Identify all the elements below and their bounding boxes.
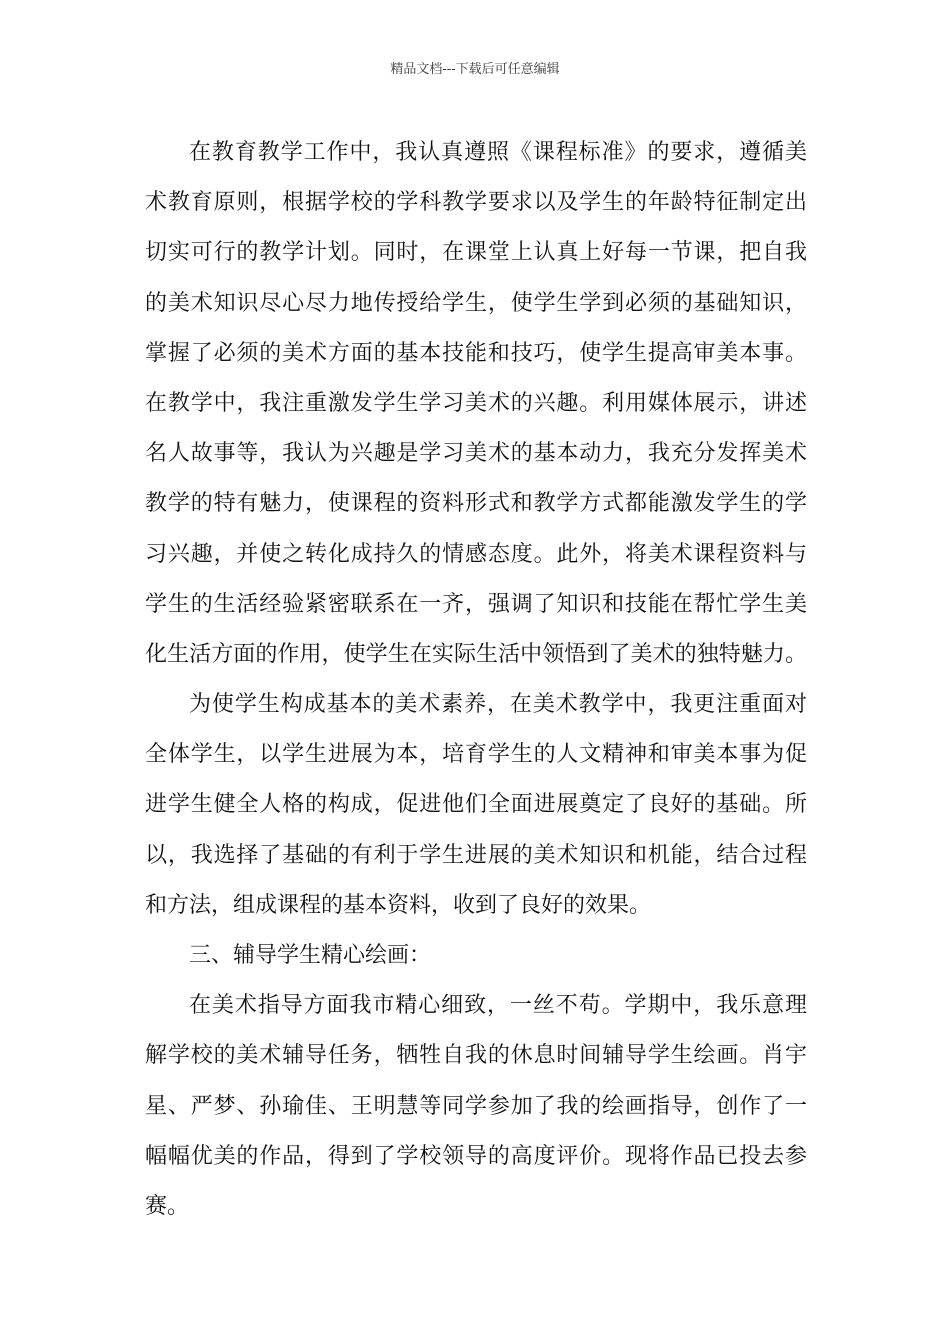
text-line: 幅幅优美的作品，得到了学校领导的高度评价。现将作品已投去参 <box>145 1143 807 1169</box>
text-line: 术教育原则，根据学校的学科教学要求以及学生的年龄特征制定出 <box>145 190 807 216</box>
text-line: 在美术指导方面我市精心细致，一丝不苟。学期中，我乐意理 <box>189 993 807 1019</box>
text-line: 掌握了必须的美术方面的基本技能和技巧，使学生提高审美本事。 <box>145 340 807 366</box>
text-line: 教学的特有魅力，使课程的资料形式和教学方式都能激发学生的学 <box>145 491 807 517</box>
text-line: 赛。 <box>145 1193 190 1219</box>
text-line: 为使学生构成基本的美术素养，在美术教学中，我更注重面对 <box>189 692 807 718</box>
text-line: 习兴趣，并使之转化成持久的情感态度。此外，将美术课程资料与 <box>145 541 807 567</box>
text-line: 全体学生，以学生进展为本，培育学生的人文精神和审美本事为促 <box>145 742 807 768</box>
text-line: 解学校的美术辅导任务，牺牲自我的休息时间辅导学生绘画。肖宇 <box>145 1043 807 1069</box>
text-line: 在教育教学工作中，我认真遵照《课程标准》的要求，遵循美 <box>189 140 807 165</box>
text-line: 学生的生活经验紧密联系在一齐，强调了知识和技能在帮忙学生美 <box>145 591 807 617</box>
text-line: 的美术知识尽心尽力地传授给学生，使学生学到必须的基础知识， <box>145 290 807 316</box>
document-body <box>145 128 807 1232</box>
text-line: 在教学中，我注重激发学生学习美术的兴趣。利用媒体展示，讲述 <box>145 390 807 416</box>
text-line: 和方法，组成课程的基本资料，收到了良好的效果。 <box>145 892 652 918</box>
text-line: 以，我选择了基础的有利于学生进展的美术知识和机能，结合过程 <box>145 842 807 868</box>
page-header: 精品文档---下载后可任意编辑 <box>390 62 560 77</box>
text-line: 进学生健全人格的构成，促进他们全面进展奠定了良好的基础。所 <box>145 792 807 818</box>
text-line: 星、严梦、孙瑜佳、王明慧等同学参加了我的绘画指导，创作了一 <box>145 1093 807 1119</box>
text-line: 切实可行的教学计划。同时，在课堂上认真上好每一节课，把自我 <box>145 240 807 266</box>
section-heading: 三、辅导学生精心绘画： <box>189 943 432 968</box>
text-line: 化生活方面的作用，使学生在实际生活中领悟到了美术的独特魅力。 <box>145 641 807 667</box>
text-line: 名人故事等，我认为兴趣是学习美术的基本动力，我充分发挥美术 <box>145 441 807 467</box>
